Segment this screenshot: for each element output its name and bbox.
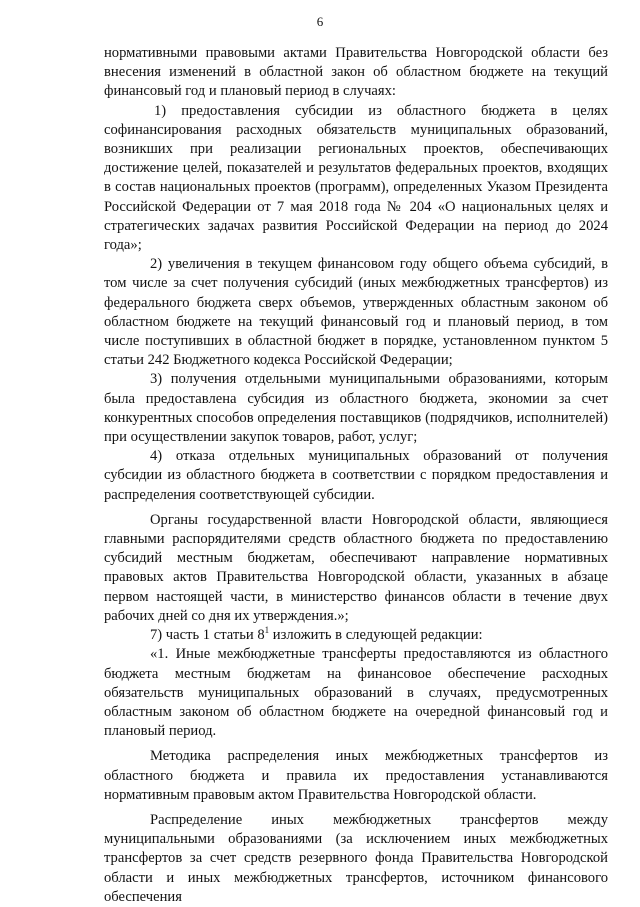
paragraph: Методика распределения иных межбюджетных трансфертов из областного бюджета и правила их предоставления устанавливаются нормативным правовым актом Правительства Новгородской области. (104, 748, 608, 803)
amendment-text: 7) часть 1 статьи 8 (150, 627, 265, 644)
amendment-text-continued: изложить в следующей редакции: (269, 627, 483, 644)
document-body (104, 44, 608, 907)
superscript-mark: 1 (264, 625, 270, 636)
amendment-item (104, 626, 608, 645)
paragraph: Распределение иных межбюджетных трансфертов между муниципальными образованиями (за исключением иных межбюджетных трансфертов за счет средств резервного фонда Правительства Новгородской области и иных межбюджетных трансфертов, источником финансового обеспечения (104, 811, 608, 905)
list-item: 2) увеличения в текущем финансовом году общего объема субсидий, в том числе за счет получения субсидий (иных межбюджетных трансфертов) из федерального бюджета сверх объемов, утвержденных областным законом об областном бюджете на текущий финансовый год и плановый период, в том числе поступивших в областной бюджет в порядке, установленном пунктом 5 статьи 242 Бюджетного кодекса Российской Федерации; (104, 256, 608, 369)
list-item: 3) получения отдельными муниципальными образованиями, которым была предоставлена субсидия из областного бюджета, экономии за счет конкурентных способов определения поставщиков (подрядчиков, исполнителей) при осуществлении закупок товаров, работ, услуг; (104, 371, 608, 446)
page-number: 6 (316, 14, 324, 29)
paragraph: нормативными правовыми актами Правительства Новгородской области без внесения изменений в областной закон об областном бюджете на текущий финансовый год и плановый период в случаях: (104, 45, 608, 100)
paragraph: «1. Иные межбюджетные трансферты предоставляются из областного бюджета местным бюджетам на финансовое обеспечение расходных обязательств муниципальных образований в случаях, предусмотренных областным законом об областном бюджете на очередной финансовый год и плановый период. (104, 646, 608, 740)
list-item: 1) предоставления субсидии из областного бюджета в целях софинансирования расходных обязательств муниципальных образований, возникших при реализации региональных проектов, обеспечивающих достижение целей, показателей и результатов федеральных проектов, входящих в состав национальных проектов (программ), определенных Указом Президента Российской Федерации от 7 мая 2018 года № 204 «О национальных целях и стратегических задачах развития Российской Федерации на период до 2024 года»; (104, 102, 608, 254)
paragraph: Органы государственной власти Новгородской области, являющиеся главными распорядителями средств областного бюджета по предоставлению субсидий местным бюджетам, обеспечивают направление нормативных правовых актов Правительства Новгородской области, указанных в абзаце первом настоящей части, в министерство финансов области в течение двух рабочих дней со дня их утверждения.»; (104, 511, 608, 624)
list-item: 4) отказа отдельных муниципальных образований от получения субсидии из областного бюджета в соответствии с порядком предоставления и распределения соответствующей субсидии. (104, 448, 608, 503)
